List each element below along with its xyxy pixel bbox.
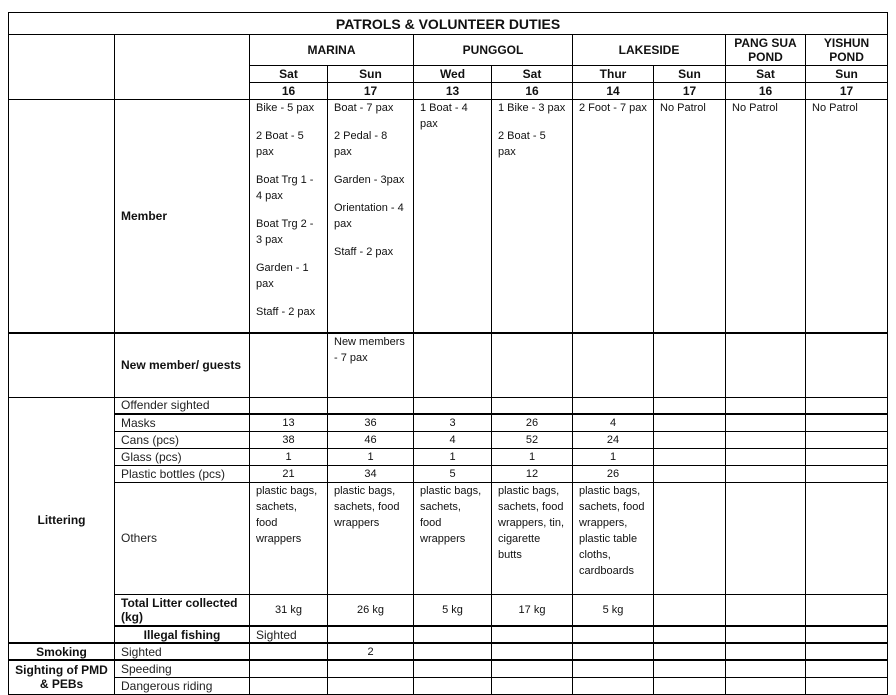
row-label-smoking: Smoking bbox=[9, 643, 115, 660]
plastic-cell: 12 bbox=[492, 465, 573, 482]
total-cell: 26 kg bbox=[328, 594, 414, 626]
empty-cell bbox=[250, 677, 328, 694]
member-cell bbox=[726, 100, 806, 334]
member-cell bbox=[806, 100, 888, 334]
row-label-plastic: Plastic bottles (pcs) bbox=[115, 465, 250, 482]
day-header: Sat bbox=[726, 66, 806, 83]
date-header: 14 bbox=[573, 83, 654, 100]
empty-cell bbox=[806, 660, 888, 677]
empty-cell bbox=[414, 333, 492, 397]
others-cell: plastic bags, sachets, food wrappers bbox=[250, 482, 328, 594]
empty-cell bbox=[726, 660, 806, 677]
total-cell: 17 kg bbox=[492, 594, 573, 626]
others-cell bbox=[806, 482, 888, 594]
smoking-cell bbox=[492, 643, 573, 660]
smoking-cell bbox=[806, 643, 888, 660]
empty-cell bbox=[573, 677, 654, 694]
row-label-sighted: Sighted bbox=[115, 643, 250, 660]
member-cell bbox=[492, 100, 573, 334]
masks-cell: 36 bbox=[328, 414, 414, 431]
smoking-cell bbox=[250, 643, 328, 660]
member-entry: 1 Bike - 3 pax bbox=[498, 102, 566, 114]
total-cell bbox=[654, 594, 726, 626]
plastic-cell: 26 bbox=[573, 465, 654, 482]
empty-cell bbox=[492, 626, 573, 643]
smoking-cell bbox=[654, 643, 726, 660]
page-title: PATROLS & VOLUNTEER DUTIES bbox=[9, 13, 888, 35]
blank-cell bbox=[9, 333, 115, 397]
empty-cell bbox=[414, 677, 492, 694]
date-header: 16 bbox=[726, 83, 806, 100]
cans-cell: 4 bbox=[414, 431, 492, 448]
location-pang-sua: PANG SUA POND bbox=[726, 35, 806, 66]
member-entry: Boat Trg 2 - 3 pax bbox=[256, 218, 314, 246]
empty-cell bbox=[492, 677, 573, 694]
member-entry: No Patrol bbox=[732, 102, 778, 114]
member-entry: 2 Foot - 7 pax bbox=[579, 102, 647, 114]
member-entry: No Patrol bbox=[812, 102, 858, 114]
duties-table bbox=[8, 12, 888, 695]
empty-cell bbox=[654, 677, 726, 694]
total-cell bbox=[806, 594, 888, 626]
smoking-cell bbox=[726, 643, 806, 660]
day-header: Sun bbox=[654, 66, 726, 83]
location-lakeside: LAKESIDE bbox=[573, 35, 726, 66]
member-cell bbox=[250, 100, 328, 334]
glass-cell bbox=[726, 448, 806, 465]
empty-cell bbox=[328, 397, 414, 414]
duties-sheet bbox=[8, 12, 887, 693]
row-label-illegal-fishing: Illegal fishing bbox=[115, 626, 250, 643]
member-entry: Boat - 7 pax bbox=[334, 102, 394, 114]
empty-cell bbox=[492, 660, 573, 677]
member-entry: 2 Pedal - 8 pax bbox=[334, 130, 388, 158]
member-entry: 2 Boat - 5 pax bbox=[498, 130, 546, 158]
row-label-sighted: Sighted bbox=[250, 626, 328, 643]
day-header: Sat bbox=[250, 66, 328, 83]
member-entry: Garden - 3pax bbox=[334, 174, 405, 186]
empty-cell bbox=[654, 626, 726, 643]
empty-cell bbox=[573, 660, 654, 677]
masks-cell: 13 bbox=[250, 414, 328, 431]
new-member-cell: New members - 7 pax bbox=[328, 333, 414, 397]
empty-cell bbox=[414, 660, 492, 677]
day-header: Wed bbox=[414, 66, 492, 83]
glass-cell: 1 bbox=[328, 448, 414, 465]
member-entry: Boat Trg 1 - 4 pax bbox=[256, 174, 314, 202]
empty-cell bbox=[726, 333, 806, 397]
masks-cell: 3 bbox=[414, 414, 492, 431]
corner-cell bbox=[9, 35, 115, 100]
empty-cell bbox=[806, 677, 888, 694]
empty-cell bbox=[806, 333, 888, 397]
plastic-cell bbox=[726, 465, 806, 482]
glass-cell: 1 bbox=[573, 448, 654, 465]
empty-cell bbox=[492, 333, 573, 397]
date-header: 13 bbox=[414, 83, 492, 100]
corner-cell bbox=[115, 35, 250, 100]
date-header: 17 bbox=[328, 83, 414, 100]
empty-cell bbox=[573, 397, 654, 414]
plastic-cell: 34 bbox=[328, 465, 414, 482]
empty-cell bbox=[328, 677, 414, 694]
row-label-dangerous: Dangerous riding bbox=[115, 677, 250, 694]
empty-cell bbox=[492, 397, 573, 414]
day-header: Sun bbox=[806, 66, 888, 83]
empty-cell bbox=[726, 677, 806, 694]
day-header: Thur bbox=[573, 66, 654, 83]
member-entry: Staff - 2 pax bbox=[256, 306, 316, 318]
others-cell: plastic bags, sachets, food wrappers, tin, cigarette butts bbox=[492, 482, 573, 594]
glass-cell: 1 bbox=[492, 448, 573, 465]
others-cell bbox=[726, 482, 806, 594]
glass-cell bbox=[654, 448, 726, 465]
cans-cell bbox=[654, 431, 726, 448]
row-label-new-member: New member/ guests bbox=[115, 333, 250, 397]
masks-cell bbox=[806, 414, 888, 431]
empty-cell bbox=[250, 333, 328, 397]
cans-cell: 38 bbox=[250, 431, 328, 448]
smoking-cell bbox=[573, 643, 654, 660]
blank-cell bbox=[9, 100, 115, 334]
smoking-cell bbox=[414, 643, 492, 660]
masks-cell: 26 bbox=[492, 414, 573, 431]
plastic-cell bbox=[654, 465, 726, 482]
location-punggol: PUNGGOL bbox=[414, 35, 573, 66]
total-cell: 31 kg bbox=[250, 594, 328, 626]
member-entry: Bike - 5 pax bbox=[256, 102, 315, 114]
row-label-total: Total Litter collected (kg) bbox=[115, 594, 250, 626]
member-entry: No Patrol bbox=[660, 102, 706, 114]
member-cell bbox=[654, 100, 726, 334]
empty-cell bbox=[806, 626, 888, 643]
member-cell bbox=[414, 100, 492, 334]
date-header: 17 bbox=[654, 83, 726, 100]
member-entry: 1 Boat - 4 pax bbox=[420, 102, 468, 130]
others-cell bbox=[654, 482, 726, 594]
member-entry: Staff - 2 pax bbox=[334, 246, 394, 258]
member-entry: Orientation - 4 pax bbox=[334, 202, 404, 230]
empty-cell bbox=[573, 333, 654, 397]
empty-cell bbox=[654, 333, 726, 397]
location-marina: MARINA bbox=[250, 35, 414, 66]
empty-cell bbox=[414, 626, 492, 643]
row-label-offender: Offender sighted bbox=[115, 397, 250, 414]
day-header: Sun bbox=[328, 66, 414, 83]
plastic-cell: 21 bbox=[250, 465, 328, 482]
cans-cell: 24 bbox=[573, 431, 654, 448]
empty-cell bbox=[328, 660, 414, 677]
empty-cell bbox=[726, 397, 806, 414]
member-entry: 2 Boat - 5 pax bbox=[256, 130, 304, 158]
empty-cell bbox=[654, 660, 726, 677]
row-label-cans: Cans (pcs) bbox=[115, 431, 250, 448]
row-label-others: Others bbox=[115, 482, 250, 594]
date-header: 16 bbox=[250, 83, 328, 100]
smoking-cell: 2 bbox=[328, 643, 414, 660]
empty-cell bbox=[250, 397, 328, 414]
day-header: Sat bbox=[492, 66, 573, 83]
glass-cell: 1 bbox=[414, 448, 492, 465]
empty-cell bbox=[414, 397, 492, 414]
row-label-littering: Littering bbox=[9, 397, 115, 643]
others-cell: plastic bags, sachets, food wrappers bbox=[328, 482, 414, 594]
masks-cell bbox=[654, 414, 726, 431]
cans-cell: 46 bbox=[328, 431, 414, 448]
row-label-speeding: Speeding bbox=[115, 660, 250, 677]
member-cell bbox=[573, 100, 654, 334]
cans-cell: 52 bbox=[492, 431, 573, 448]
cans-cell bbox=[806, 431, 888, 448]
empty-cell bbox=[250, 660, 328, 677]
date-header: 16 bbox=[492, 83, 573, 100]
plastic-cell bbox=[806, 465, 888, 482]
row-label-masks: Masks bbox=[115, 414, 250, 431]
row-label-glass: Glass (pcs) bbox=[115, 448, 250, 465]
location-yishun: YISHUN POND bbox=[806, 35, 888, 66]
row-label-pmd: Sighting of PMD & PEBs bbox=[9, 660, 115, 694]
empty-cell bbox=[654, 397, 726, 414]
glass-cell bbox=[806, 448, 888, 465]
empty-cell bbox=[573, 626, 654, 643]
member-entry: Garden - 1 pax bbox=[256, 262, 309, 290]
total-cell: 5 kg bbox=[573, 594, 654, 626]
date-header: 17 bbox=[806, 83, 888, 100]
empty-cell bbox=[726, 626, 806, 643]
plastic-cell: 5 bbox=[414, 465, 492, 482]
member-cell bbox=[328, 100, 414, 334]
masks-cell bbox=[726, 414, 806, 431]
empty-cell bbox=[806, 397, 888, 414]
others-cell: plastic bags, sachets, food wrappers, plastic table cloths, cardboards bbox=[573, 482, 654, 594]
glass-cell: 1 bbox=[250, 448, 328, 465]
masks-cell: 4 bbox=[573, 414, 654, 431]
total-cell: 5 kg bbox=[414, 594, 492, 626]
others-cell: plastic bags, sachets, food wrappers bbox=[414, 482, 492, 594]
total-cell bbox=[726, 594, 806, 626]
empty-cell bbox=[328, 626, 414, 643]
row-label-member: Member bbox=[115, 100, 250, 334]
cans-cell bbox=[726, 431, 806, 448]
